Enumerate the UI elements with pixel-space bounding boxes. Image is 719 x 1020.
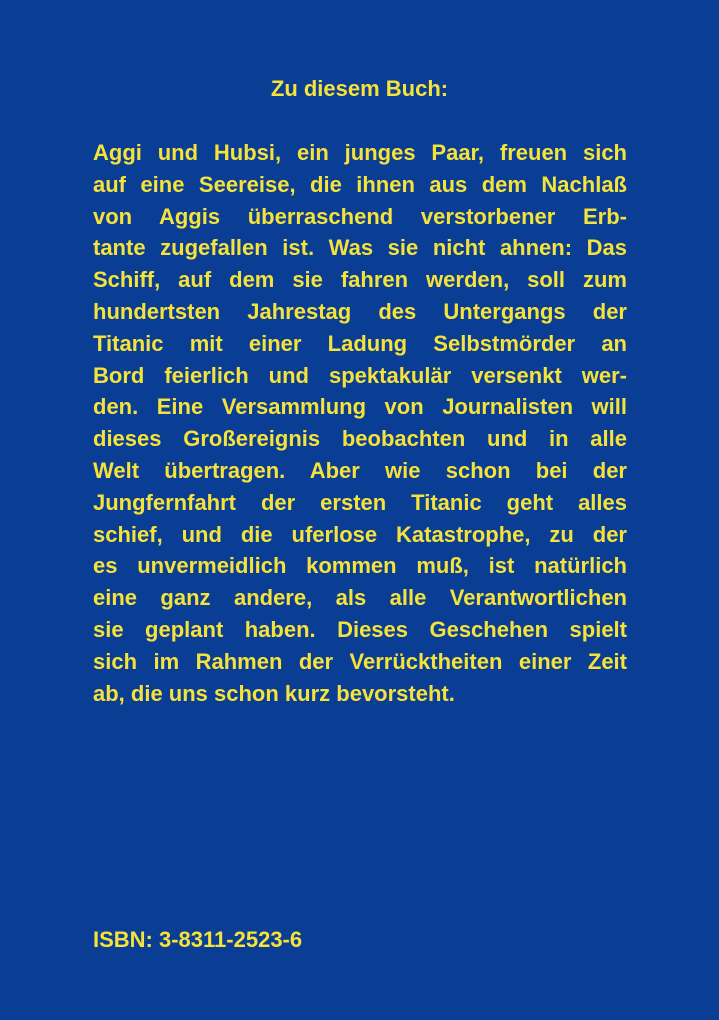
blurb-line: tante zugefallen ist. Was sie nicht ahnen: Das bbox=[93, 235, 627, 261]
blurb-line: Titanic mit einer Ladung Selbstmörder an bbox=[93, 330, 627, 356]
blurb-line: dieses Großereignis beobachten und in alle bbox=[93, 426, 627, 452]
blurb-line: Schiff, auf dem sie fahren werden, soll zum bbox=[93, 267, 627, 293]
blurb-line: von Aggis überraschend verstorbener Erb- bbox=[93, 203, 627, 229]
blurb-heading: Zu diesem Buch: bbox=[270, 76, 449, 101]
blurb-line: schief, und die uferlose Katastrophe, zu der bbox=[93, 521, 627, 547]
blurb-line: sich im Rahmen der Verrücktheiten einer Zeit bbox=[93, 648, 627, 674]
blurb-line: hundertsten Jahrestag des Untergangs der bbox=[93, 298, 627, 324]
blurb-line: Jungfernfahrt der ersten Titanic geht alles bbox=[93, 489, 627, 515]
blurb-line: auf eine Seereise, die ihnen aus dem Nachlaß bbox=[93, 171, 627, 197]
blurb-line: Aggi und Hubsi, ein junges Paar, freuen sich bbox=[93, 140, 627, 165]
blurb-line: ab, die uns schon kurz bevorsteht. bbox=[93, 680, 455, 706]
blurb-text bbox=[93, 137, 627, 709]
blurb-line: es unvermeidlich kommen muß, ist natürlich bbox=[93, 553, 627, 579]
blurb-line: den. Eine Versammlung von Journalisten will bbox=[93, 394, 627, 420]
blurb-line: eine ganz andere, als alle Verantwortlichen bbox=[93, 585, 627, 611]
blurb-line: Welt übertragen. Aber wie schon bei der bbox=[93, 457, 627, 483]
isbn-label: ISBN: 3-8311-2523-6 bbox=[93, 927, 303, 952]
blurb-line: Bord feierlich und spektakulär versenkt wer- bbox=[93, 362, 627, 388]
blurb-line: sie geplant haben. Dieses Geschehen spielt bbox=[93, 616, 627, 642]
